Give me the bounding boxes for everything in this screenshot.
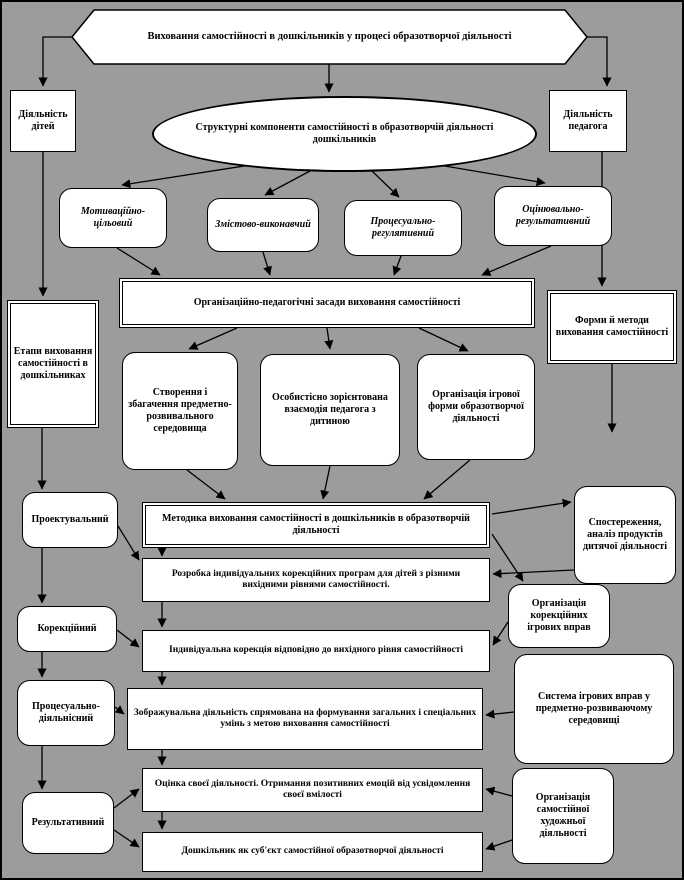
structural-components-ellipse: Структурні компоненти самостійності в образотворчій діяльності дошкільників <box>152 96 537 172</box>
process-box-preschooler-subject: Дошкільник як суб'єкт самостійної образотворчої діяльності <box>142 832 483 872</box>
teacher-activity-box: Діяльність педагога <box>549 90 627 152</box>
stage-box-design: Проектувальний <box>22 492 118 548</box>
stage-box-correction: Корекційний <box>17 606 117 652</box>
right-box-observation: Спостереження, аналіз продуктів дитячої діяльності <box>574 486 676 584</box>
stage-box-procedural-activity: Процесуально-діяльнісний <box>17 680 115 746</box>
component-box-evaluative: Оцінювально-результативний <box>494 186 612 246</box>
children-activity-box: Діяльність дітей <box>10 90 76 152</box>
process-box-visual-activity: Зображувальна діяльність спрямована на формування загальних і спеціальних умінь з метою виховання самостійності <box>127 688 483 750</box>
component-box-procedural: Процесуально-регулятивний <box>344 200 462 256</box>
stage-box-resultative: Результативний <box>22 792 114 854</box>
process-box-individual-correction: Індивідуальна корекція відповідно до вихідного рівня самостійності <box>142 630 490 672</box>
banner-title: Виховання самостійності в дошкільників у процесі образотворчої діяльності <box>147 30 512 42</box>
forms-methods-box: Форми й методи виховання самостійності <box>547 290 677 364</box>
component-box-content: Змістово-виконавчий <box>207 198 319 252</box>
methodology-box: Методика виховання самостійності в дошкільників в образотворчій діяльності <box>142 502 490 548</box>
component-box-motivational: Мотиваційно-цільовий <box>59 188 167 248</box>
right-box-correction-games: Організація корекційних ігрових вправ <box>508 584 610 648</box>
right-box-game-exercise-system: Система ігрових вправ у предметно-розвиваючому середовищі <box>514 654 674 764</box>
foundation-box-interaction: Особистісно зорієнтована взаємодія педагога з дитиною <box>260 354 400 466</box>
org-pedagogical-box: Організаційно-педагогічні засади виховання самостійності <box>119 278 535 328</box>
foundation-box-game-form: Організація ігрової форми образотворчої діяльності <box>417 354 535 460</box>
process-box-programs: Розробка індивідуальних корекційних програм для дітей з різними вихідними рівнями самостійності. <box>142 558 490 602</box>
stages-header-box: Етапи виховання самостійності в дошкільниках <box>7 300 99 428</box>
process-box-self-evaluation: Оцінка своєї діяльності. Отримання позитивних емоцій від усвідомлення своєї вмілості <box>142 768 483 812</box>
foundation-box-environment: Створення і збагачення предметно-розвивального середовища <box>122 352 238 470</box>
right-box-independent-art: Організація самостійної художньої діяльності <box>512 768 614 864</box>
